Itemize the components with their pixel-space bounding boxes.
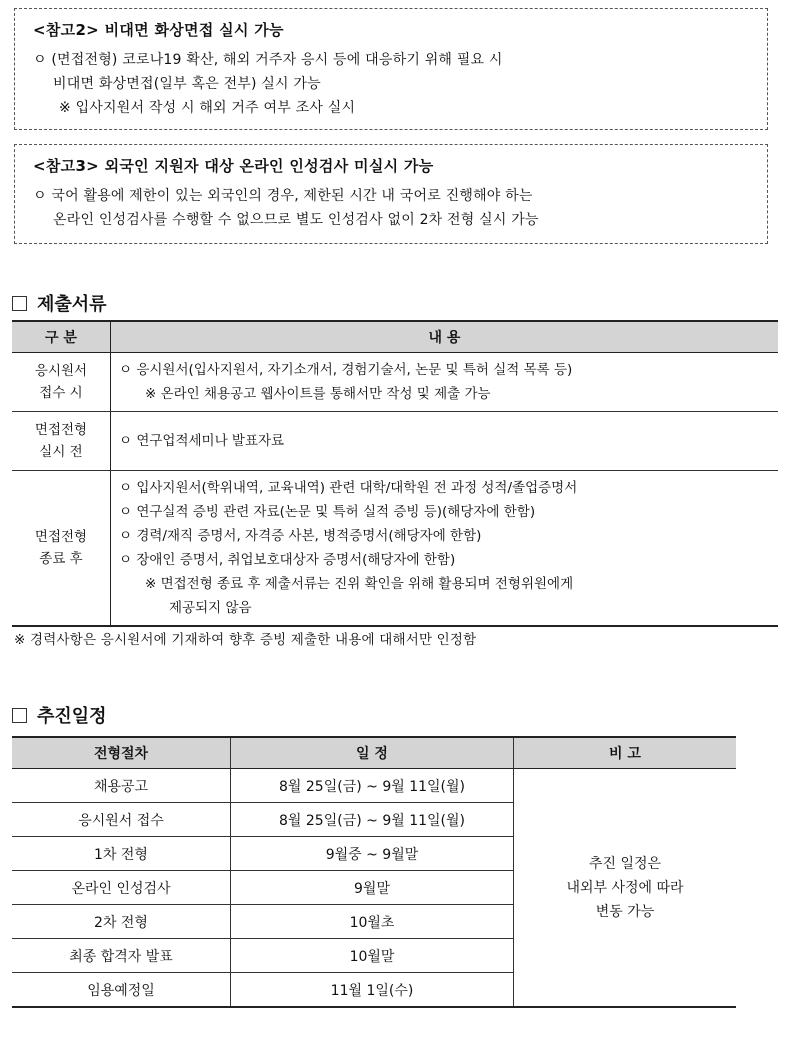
reference-3-line-2: 온라인 인성검사를 수행할 수 없으므로 별도 인성검사 없이 2차 전형 실시 가능 bbox=[53, 212, 539, 228]
schedule-heading bbox=[12, 702, 107, 728]
documents-table bbox=[12, 320, 778, 627]
table-row bbox=[12, 353, 778, 412]
category-line: 면접전형 bbox=[34, 529, 88, 545]
row-category bbox=[12, 471, 111, 627]
row-content bbox=[111, 471, 779, 627]
note-line: 추진 일정은 bbox=[588, 855, 662, 872]
content-line: ㅇ 응시원서(입사지원서, 자기소개서, 경험기술서, 논문 및 특허 실적 목록 등) bbox=[119, 362, 573, 378]
category-line: 종료 후 bbox=[39, 551, 83, 567]
content-note-continued: 제공되지 않음 bbox=[169, 600, 252, 616]
schedule-table-header bbox=[12, 737, 736, 769]
content-line: ㅇ 연구실적 증빙 관련 자료(논문 및 특허 실적 증빙 등)(해당자에 한함) bbox=[119, 504, 536, 520]
table-row bbox=[12, 769, 736, 803]
note-line: 내외부 사정에 따라 bbox=[566, 879, 684, 896]
checkbox-square-icon bbox=[12, 708, 27, 723]
schedule-date: 11월 1일(수) bbox=[231, 973, 514, 1008]
schedule-date: 10월말 bbox=[231, 939, 514, 973]
content-note: ※ 온라인 채용공고 웹사이트를 통해서만 작성 및 제출 가능 bbox=[145, 386, 491, 402]
schedule-table bbox=[12, 736, 736, 1008]
row-category bbox=[12, 412, 111, 471]
schedule-step: 최종 합격자 발표 bbox=[12, 939, 231, 973]
header-note: 비 고 bbox=[514, 737, 737, 769]
content-line: ㅇ 장애인 증명서, 취업보호대상자 증명서(해당자에 한함) bbox=[119, 552, 456, 568]
documents-heading bbox=[12, 290, 107, 316]
schedule-step: 응시원서 접수 bbox=[12, 803, 231, 837]
schedule-date: 9월중 ~ 9월말 bbox=[231, 837, 514, 871]
header-date: 일 정 bbox=[231, 737, 514, 769]
content-note: ※ 면접전형 종료 후 제출서류는 진위 확인을 위해 활용되며 전형위원에게 bbox=[145, 576, 574, 592]
table-row bbox=[12, 471, 778, 627]
checkbox-square-icon bbox=[12, 296, 27, 311]
category-line: 접수 시 bbox=[39, 385, 83, 401]
content-line: ㅇ 입사지원서(학위내역, 교육내역) 관련 대학/대학원 전 과정 성적/졸업증명서 bbox=[119, 480, 578, 496]
schedule-heading-text: 추진일정 bbox=[37, 706, 107, 727]
documents-heading-text: 제출서류 bbox=[37, 294, 107, 315]
header-category: 구 분 bbox=[12, 321, 111, 353]
schedule-step: 2차 전형 bbox=[12, 905, 231, 939]
reference-2-note: ※ 입사지원서 작성 시 해외 거주 여부 조사 실시 bbox=[59, 100, 356, 116]
reference-box-2 bbox=[14, 8, 768, 130]
schedule-step: 임용예정일 bbox=[12, 973, 231, 1008]
reference-3-line-1: ㅇ 국어 활용에 제한이 있는 외국인의 경우, 제한된 시간 내 국어로 진행해야 하는 bbox=[33, 188, 533, 204]
reference-3-title: <참고3> 외국인 지원자 대상 온라인 인성검사 미실시 가능 bbox=[33, 157, 434, 175]
schedule-step: 온라인 인성검사 bbox=[12, 871, 231, 905]
table-row bbox=[12, 412, 778, 471]
reference-2-title: <참고2> 비대면 화상면접 실시 가능 bbox=[33, 21, 284, 39]
schedule-step: 1차 전형 bbox=[12, 837, 231, 871]
schedule-date: 10월초 bbox=[231, 905, 514, 939]
row-category bbox=[12, 353, 111, 412]
content-line: ㅇ 연구업적세미나 발표자료 bbox=[119, 433, 285, 449]
documents-table-header bbox=[12, 321, 778, 353]
row-content bbox=[111, 353, 779, 412]
reference-2-line-2: 비대면 화상면접(일부 혹은 전부) 실시 가능 bbox=[53, 76, 321, 92]
schedule-date: 8월 25일(금) ~ 9월 11일(월) bbox=[231, 803, 514, 837]
schedule-date: 9월말 bbox=[231, 871, 514, 905]
category-line: 면접전형 bbox=[34, 422, 88, 438]
header-content: 내 용 bbox=[111, 321, 779, 353]
schedule-note bbox=[514, 769, 737, 1008]
note-line: 변동 가능 bbox=[595, 903, 655, 920]
documents-footnote: ※ 경력사항은 응시원서에 기재하여 향후 증빙 제출한 내용에 대해서만 인정함 bbox=[14, 632, 477, 648]
category-line: 응시원서 bbox=[34, 363, 88, 379]
schedule-step: 채용공고 bbox=[12, 769, 231, 803]
category-line: 실시 전 bbox=[39, 444, 83, 460]
reference-box-3 bbox=[14, 144, 768, 244]
header-step: 전형절차 bbox=[12, 737, 231, 769]
schedule-date: 8월 25일(금) ~ 9월 11일(월) bbox=[231, 769, 514, 803]
reference-2-line-1: ㅇ (면접전형) 코로나19 확산, 해외 거주자 응시 등에 대응하기 위해 필요 시 bbox=[33, 52, 503, 68]
row-content bbox=[111, 412, 779, 471]
content-line: ㅇ 경력/재직 증명서, 자격증 사본, 병적증명서(해당자에 한함) bbox=[119, 528, 482, 544]
